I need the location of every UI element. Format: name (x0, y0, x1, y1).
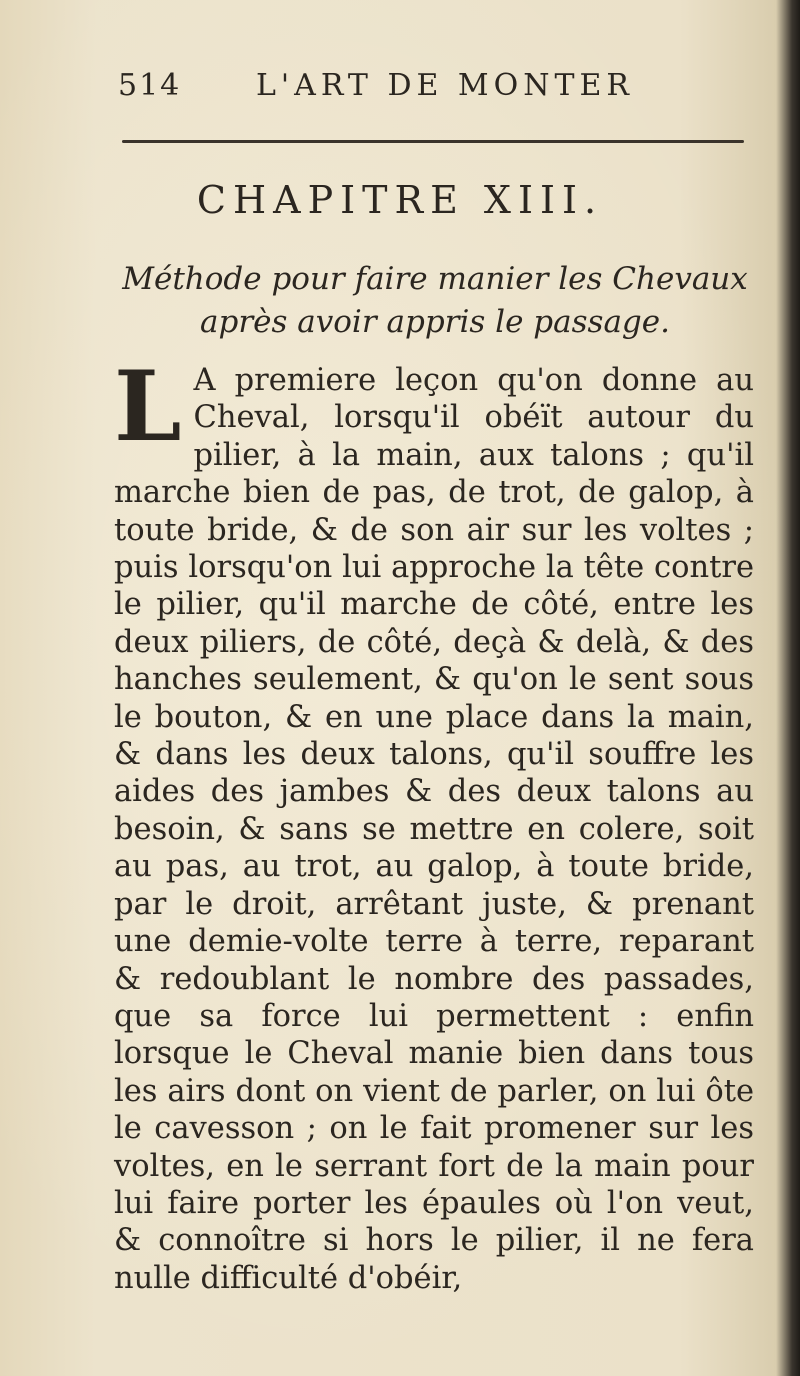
body-paragraph (114, 350, 754, 1297)
page-number: 514 (118, 68, 182, 103)
running-title: L'ART DE MONTER (256, 68, 634, 103)
chapter-heading: CHAPITRE XIII. (196, 178, 604, 222)
paragraph-text: A premiere leçon qu'on donne au Cheval, lorsqu'il obéït autour du pilier, à la main, aux talons ; qu'il marche bien de pas, de trot, de galop, à toute bride, & de son air sur les voltes ; puis lorsqu'on lui approche la tête contre le pilier, qu'il marche de côté, entre les deux piliers, de côté, deçà & delà, & des hanches seulement, & qu'on le sent sous le bouton, & en une place dans la main, & dans les deux talons, qu'il souffre les aides des jambes & des deux talons au besoin, & sans se mettre en colere, soit au pas, au trot, au galop, à toute bride, par le droit, arrêtant juste, & prenant une demie-volte terre à terre, reparant & redoublant le nombre des passades, que sa force lui permettent : enfin lorsque le Cheval manie bien dans tous les airs dont on vient de parler, on lui ôte le cavesson ; on le fait promener sur les voltes, en le serrant fort de la main pour lui faire porter les épaules où l'on veut, & connoître si hors le pilier, il ne fera nulle difficulté d'obéir, (114, 363, 754, 1296)
header-rule (122, 140, 744, 143)
drop-cap: L (114, 350, 182, 463)
chapter-subtitle: Méthode pour faire manier les Chevaux après avoir appris le passage. (122, 261, 748, 340)
running-head (118, 68, 678, 108)
